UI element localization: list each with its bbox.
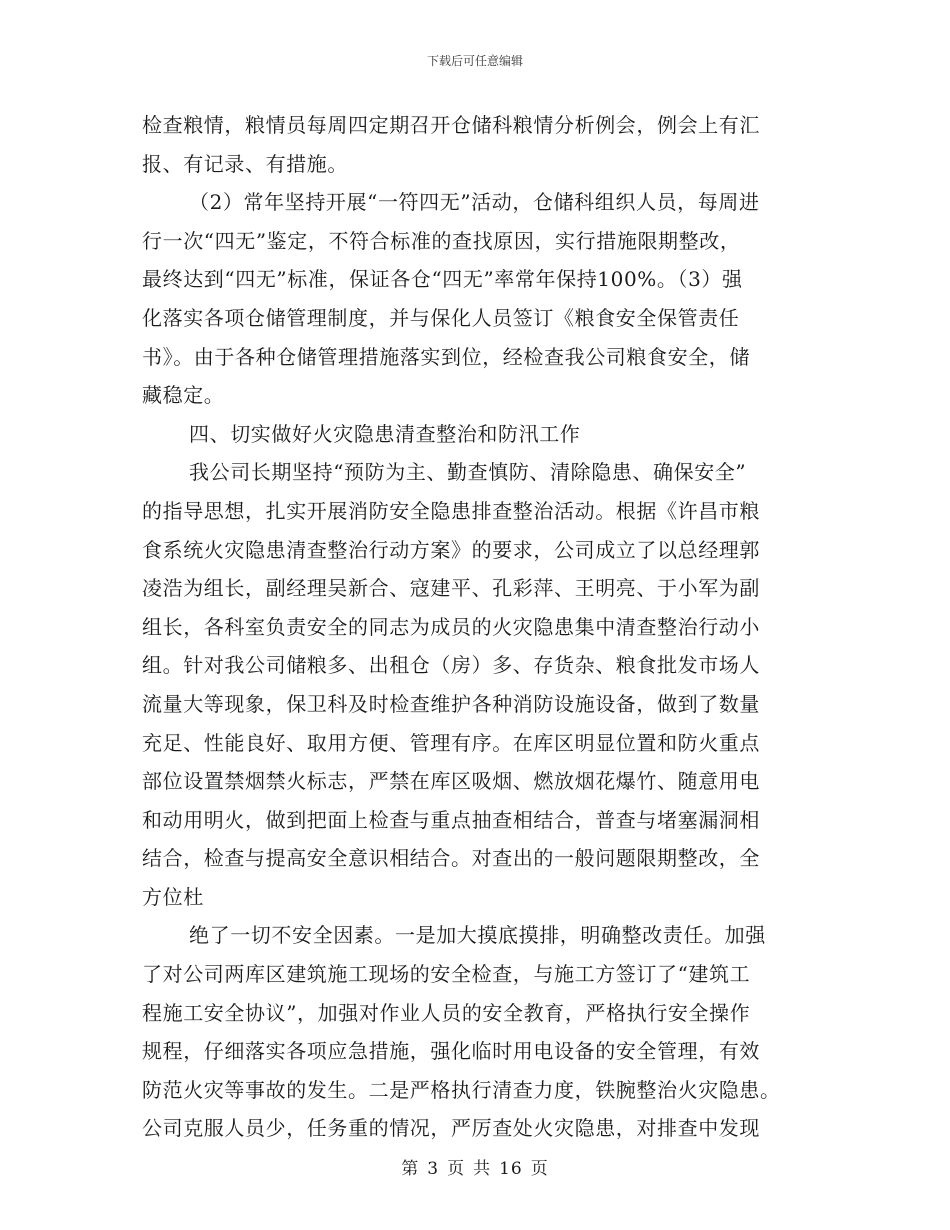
text-line: 规程，仔细落实各项应急措施，强化临时用电设备的安全管理，有效 bbox=[142, 1039, 760, 1064]
text-line: 方位杜 bbox=[142, 884, 204, 909]
footer-page-word: 页 bbox=[447, 1159, 466, 1179]
text-line: 组。针对我公司储粮多、出租仓（房）多、存货杂、粮食批发市场人 bbox=[142, 653, 760, 678]
text-line: 食系统火灾隐患清查整治行动方案》的要求，公司成立了以总经理郭 bbox=[142, 537, 760, 562]
document-body bbox=[142, 106, 810, 1148]
total-pages-number: 16 bbox=[499, 1159, 523, 1179]
text-line: 最终达到“四无”标准，保证各仓“四无”率常年保持100%。（3）强 bbox=[142, 267, 743, 292]
text-line: 部位设置禁烟禁火标志，严禁在库区吸烟、燃放烟花爆竹、随意用电 bbox=[142, 769, 760, 794]
text-line: 检查粮情，粮情员每周四定期召开仓储科粮情分析例会，例会上有汇 bbox=[142, 113, 760, 137]
text-line: 流量大等现象，保卫科及时检查维护各种消防设施设备，做到了数量 bbox=[142, 691, 760, 716]
footer-prefix: 第 bbox=[401, 1159, 420, 1179]
text-line: 结合，检查与提高安全意识相结合。对查出的一般问题限期整改，全 bbox=[142, 846, 760, 871]
text-line: （2）常年坚持开展“一符四无”活动，仓储科组织人员，每周进 bbox=[189, 190, 760, 215]
text-line: 凌浩为组长，副经理吴新合、寇建平、孔彩萍、王明亮、于小军为副 bbox=[142, 576, 760, 601]
text-line: 防范火灾等事故的发生。二是严格执行清查力度，铁腕整治火灾隐患。 bbox=[142, 1077, 781, 1102]
text-line: 藏稳定。 bbox=[142, 383, 225, 408]
text-line: 和动用明火，做到把面上检查与重点抽查相结合，普查与堵塞漏洞相 bbox=[142, 807, 760, 832]
text-line: 的指导思想，扎实开展消防安全隐患排查整治活动。根据《许昌市粮 bbox=[142, 498, 760, 523]
text-line: 行一次“四无”鉴定，不符合标准的查找原因，实行措施限期整改， bbox=[142, 228, 741, 253]
text-line: 公司克服人员少，任务重的情况，严厉查处火灾隐患，对排查中发现 bbox=[142, 1116, 760, 1141]
text-line: 化落实各项仓储管理制度，并与保化人员签订《粮食安全保管责任 bbox=[142, 305, 740, 330]
page-header: 下载后可任意编辑 bbox=[426, 54, 523, 68]
text-line: 报、有记录、有措施。 bbox=[142, 151, 348, 176]
text-line: 程施工安全协议”，加强对作业人员的安全教育，严格执行安全操作 bbox=[142, 1000, 751, 1025]
text-line: 书》。由于各种仓储管理措施落实到位，经检查我公司粮食安全，储 bbox=[142, 344, 750, 369]
text-line: 组长，各科室负责安全的同志为成员的火灾隐患集中清查整治行动小 bbox=[142, 614, 760, 639]
text-line: 我公司长期坚持“预防为主、勤查慎防、清除隐患、确保安全” bbox=[189, 460, 747, 485]
text-line: 充足、性能良好、取用方便、管理有序。在库区明显位置和防火重点 bbox=[142, 730, 760, 755]
footer-suffix: 页 bbox=[530, 1159, 549, 1179]
text-line: 绝了一切不安全因素。一是加大摸底摸排，明确整改责任。加强 bbox=[189, 923, 766, 948]
current-page-number: 3 bbox=[427, 1159, 440, 1179]
text-line: 了对公司两库区建筑施工现场的安全检查，与施工方签订了“建筑工 bbox=[142, 962, 751, 987]
section-heading: 四、切实做好火灾隐患清查整治和防汛工作 bbox=[189, 421, 581, 446]
footer-total-word: 共 bbox=[473, 1159, 492, 1179]
page-footer bbox=[0, 1154, 950, 1179]
